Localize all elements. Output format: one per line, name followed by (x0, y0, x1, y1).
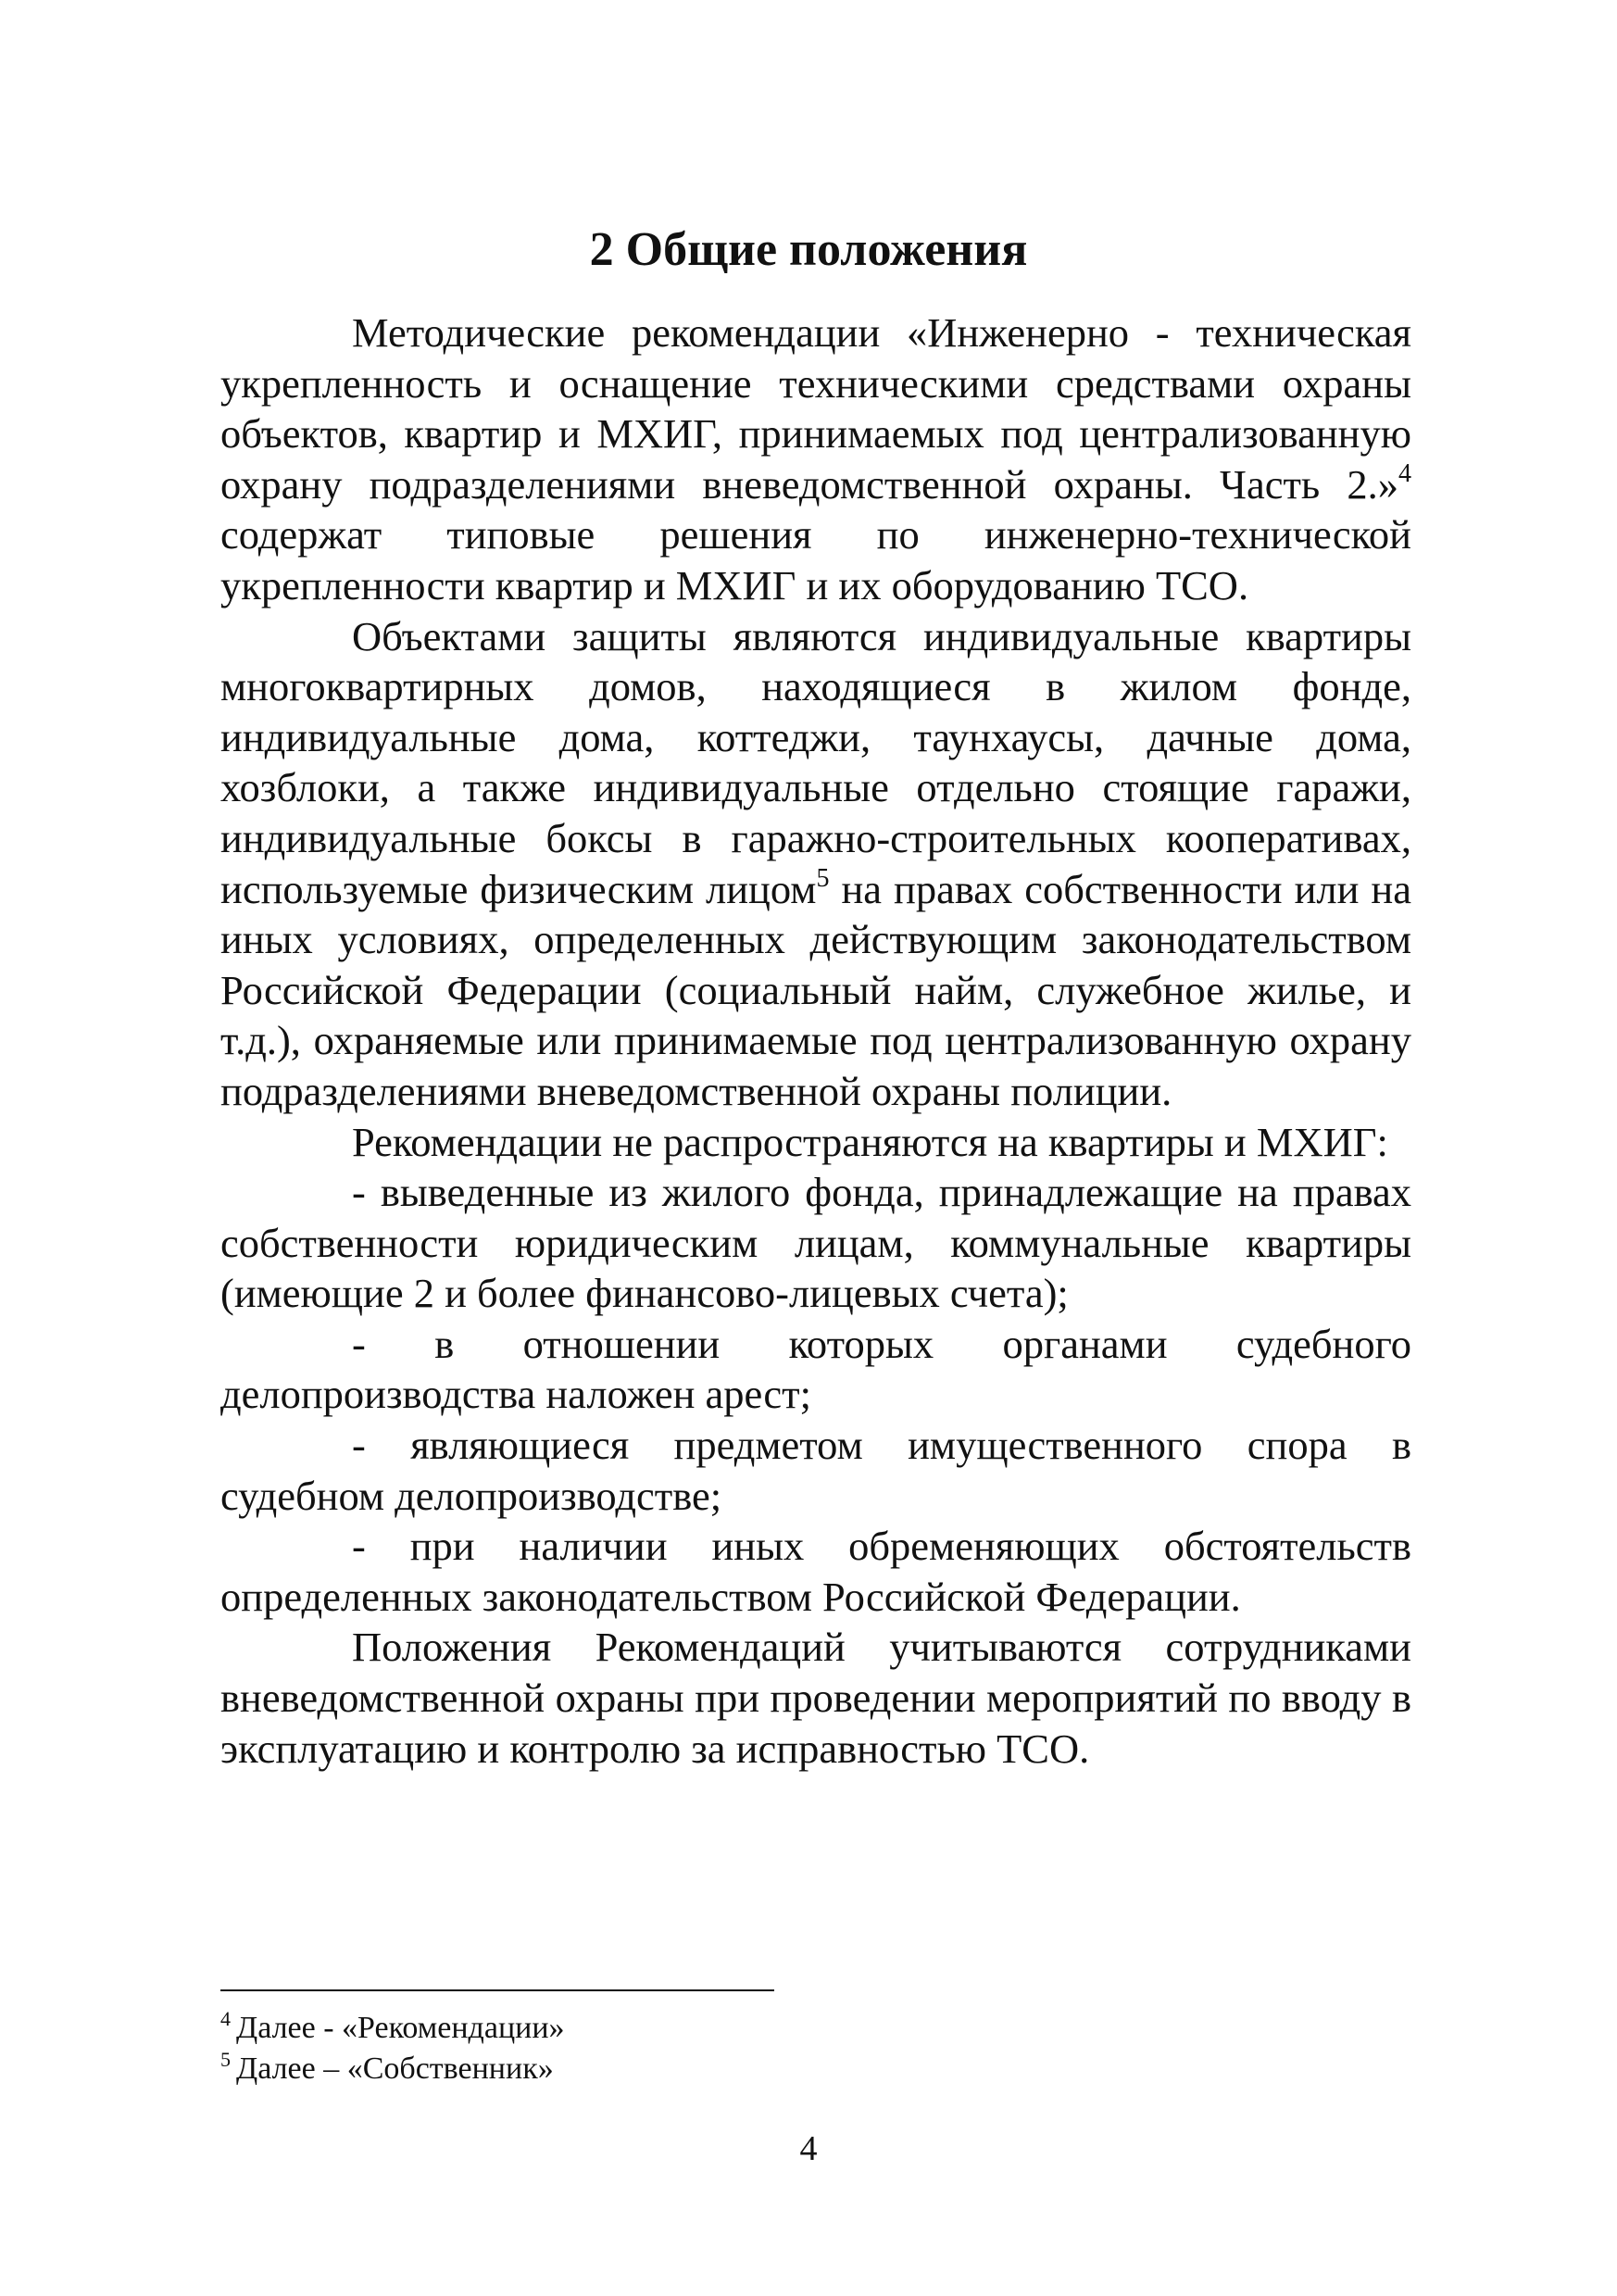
footnotes (220, 2008, 1411, 2089)
list-item-4: - при наличии иных обременяющих обстоятельств определенных законодательством Российской Федерации. (220, 1523, 1411, 1620)
footnote-number-4: 4 (220, 2007, 231, 2030)
footnote-ref-5: 5 (816, 863, 830, 893)
list-item-2: - в отношении которых органами судебного делопроизводства наложен арест; (220, 1320, 1411, 1418)
paragraph-intro-text: Методические рекомендации «Инженерно - техническая укрепленность и оснащение техническими средствами охраны объектов, квартир и МХИГ, принимаемых под централизованную охрану подразделениями вневедомственной охраны. Часть 2.» (220, 309, 1411, 508)
paragraph-provisions: Положения Рекомендаций учитываются сотрудниками вневедомственной охраны при проведении мероприятий по вводу в эксплуатацию и контролю за исправностью ТСО. (220, 1624, 1411, 1772)
list-item-1: - выведенные из жилого фонда, принадлежащие на правах собственности юридическим лицам, коммунальные квартиры (имеющие 2 и более финансово-лицевых счета); (220, 1169, 1411, 1317)
paragraph-intro-text-cont: содержат типовые решения по инженерно-технической укрепленности квартир и МХИГ и их оборудованию ТСО. (220, 511, 1411, 609)
footnote-text-5: Далее – «Собственник» (236, 2051, 554, 2086)
footnote-number-5: 5 (220, 2048, 231, 2071)
footnote-4 (220, 2008, 1411, 2049)
footnote-divider (220, 1989, 774, 1991)
paragraph-intro (220, 307, 1411, 611)
list-item-3: - являющиеся предметом имущественного спора в судебном делопроизводстве; (220, 1422, 1411, 1519)
body-text (220, 307, 1411, 1774)
paragraph-objects (220, 611, 1411, 1117)
footnote-5 (220, 2049, 1411, 2089)
footnote-text-4: Далее - «Рекомендации» (236, 2011, 565, 2045)
page-number: 4 (799, 2129, 818, 2168)
paragraph-objects-text: Объектами защиты являются индивидуальные квартиры многоквартирных домов, находящиеся в жилом фонде, индивидуальные дома, коттеджи, таунхаусы, дачные дома, хозблоки, а также индивидуальные отдельно стоящие гаражи, индивидуальные боксы в гаражно-строительных кооперативах, используемые физическим лицом (220, 612, 1411, 912)
paragraph-exclusions: Рекомендации не распространяются на квартиры и МХИГ: (352, 1118, 1388, 1165)
footnote-ref-4: 4 (1398, 458, 1411, 488)
section-heading: 2 Общие положения (589, 223, 1028, 276)
paragraph-objects-text-cont: на правах собственности или на иных условиях, определенных действующим законодательством Российской Федерации (социальный найм, служебное жилье, и т.д.), охраняемые или принимаемые под централизованную охрану подразделениями вневедомственной охраны полиции. (220, 865, 1411, 1114)
